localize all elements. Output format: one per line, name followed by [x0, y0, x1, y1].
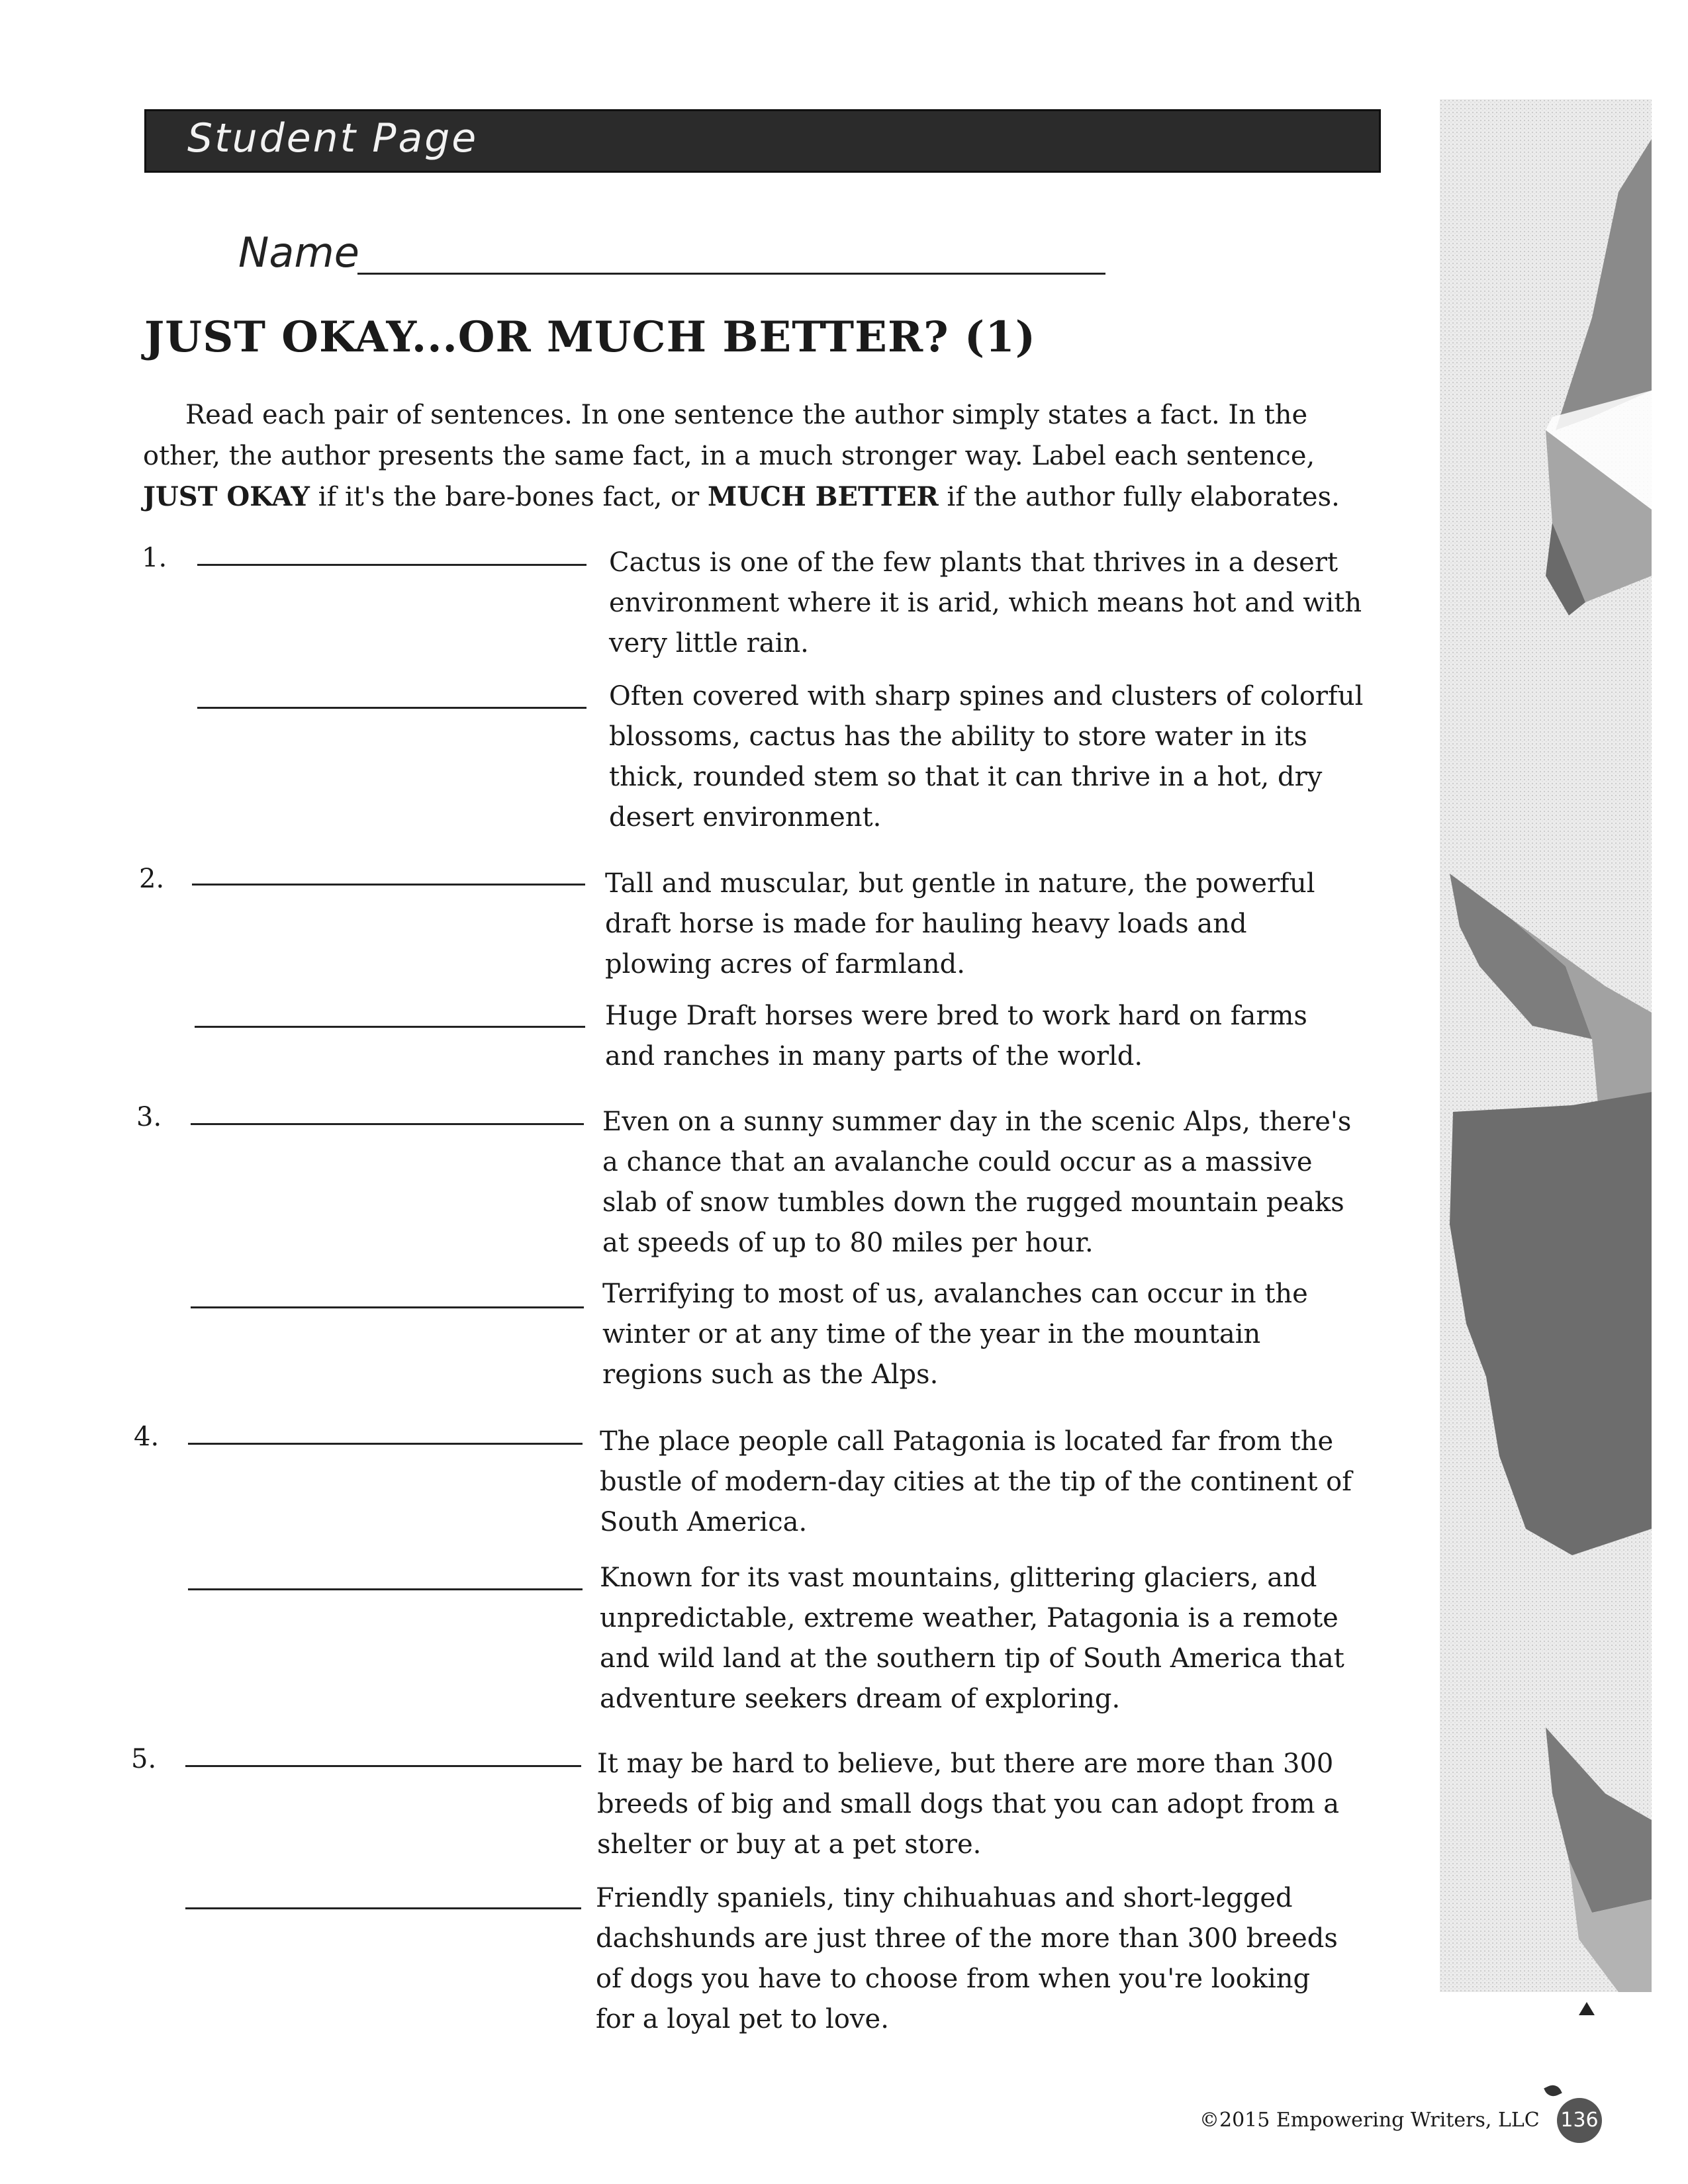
- sentence-b: Friendly spaniels, tiny chihuahuas and short-legged dachshunds are just three of the more than 300 breeds of dogs you have to choose from when you're looking for a loyal pet to love.: [596, 1883, 1338, 2034]
- label-blank-a[interactable]: [197, 564, 586, 566]
- sentence-b: Terrifying to most of us, avalanches can occur in the winter or at any time of the year in the mountain regions such as the Alps.: [602, 1279, 1308, 1390]
- sentence-a: Cactus is one of the few plants that thrives in a desert environment where it is arid, which means hot and with very little rain.: [609, 547, 1362, 659]
- sentence-a: It may be hard to believe, but there are more than 300 breeds of big and small dogs that you can adopt from a shelter or buy at a pet store.: [597, 1749, 1340, 1860]
- label-blank-a[interactable]: [185, 1765, 581, 1767]
- name-field: [238, 228, 359, 281]
- item-number: 3.: [136, 1102, 162, 1132]
- page-number-badge: 136: [1557, 2098, 1602, 2143]
- just-okay-term: JUST OKAY: [143, 481, 310, 512]
- label-blank-a[interactable]: [191, 1123, 584, 1125]
- sentence-b: Huge Draft horses were bred to work hard on farms and ranches in many parts of the world.: [605, 1001, 1307, 1071]
- sentence-a: Even on a sunny summer day in the scenic Alps, there's a chance that an avalanche could occur as a massive slab of snow tumbles down the rugged mountain peaks at speeds of up to 80 miles per hour.: [602, 1107, 1352, 1258]
- label-blank-a[interactable]: [192, 884, 585, 886]
- label-blank-b[interactable]: [191, 1306, 584, 1308]
- arrow-up-icon: [1579, 2002, 1595, 2015]
- leaf-icon: [1544, 2082, 1562, 2099]
- item-number: 1.: [142, 543, 167, 573]
- sentence-a: The place people call Patagonia is located far from the bustle of modern-day cities at the tip of the continent of South America.: [600, 1426, 1352, 1537]
- label-blank-b[interactable]: [197, 707, 586, 709]
- label-blank-b[interactable]: [188, 1588, 583, 1590]
- name-input-line[interactable]: [357, 273, 1105, 275]
- label-blank-b[interactable]: [185, 1907, 581, 1909]
- instructions-line-3: JUST OKAY if it's the bare-bones fact, or MUCH BETTER if the author fully elaborates.: [143, 481, 1340, 512]
- much-better-term: MUCH BETTER: [707, 481, 939, 512]
- student-page-banner: [144, 109, 1381, 173]
- item-number: 4.: [134, 1422, 160, 1452]
- decorative-mountain-border: [1440, 99, 1652, 1992]
- item-number: 5.: [131, 1744, 157, 1774]
- sentence-b: Often covered with sharp spines and clusters of colorful blossoms, cactus has the ability to store water in its thick, rounded stem so that it can thrive in a hot, dry desert environment.: [609, 681, 1364, 833]
- banner-label: Student Page: [187, 115, 479, 161]
- sentence-a: Tall and muscular, but gentle in nature, the powerful draft horse is made for hauling heavy loads and plowing acres of farmland.: [605, 868, 1315, 979]
- sentence-b: Known for its vast mountains, glittering glaciers, and unpredictable, extreme weather, Patagonia is a remote and wild land at the southern tip of South America that adventure seekers dream of exploring.: [600, 1563, 1344, 1714]
- copyright-footer: ©2015 Empowering Writers, LLC: [1199, 2109, 1540, 2132]
- name-label: Name: [238, 228, 359, 277]
- label-blank-a[interactable]: [188, 1443, 583, 1445]
- label-blank-b[interactable]: [195, 1026, 585, 1028]
- instructions-line-1: Read each pair of sentences. In one sentence the author simply states a fact. In the: [185, 400, 1308, 430]
- item-number: 2.: [139, 864, 165, 894]
- instructions: [143, 394, 1387, 518]
- instructions-line-2: other, the author presents the same fact, in a much stronger way. Label each sentence,: [143, 441, 1315, 471]
- worksheet-title: JUST OKAY...OR MUCH BETTER? (1): [144, 312, 1036, 362]
